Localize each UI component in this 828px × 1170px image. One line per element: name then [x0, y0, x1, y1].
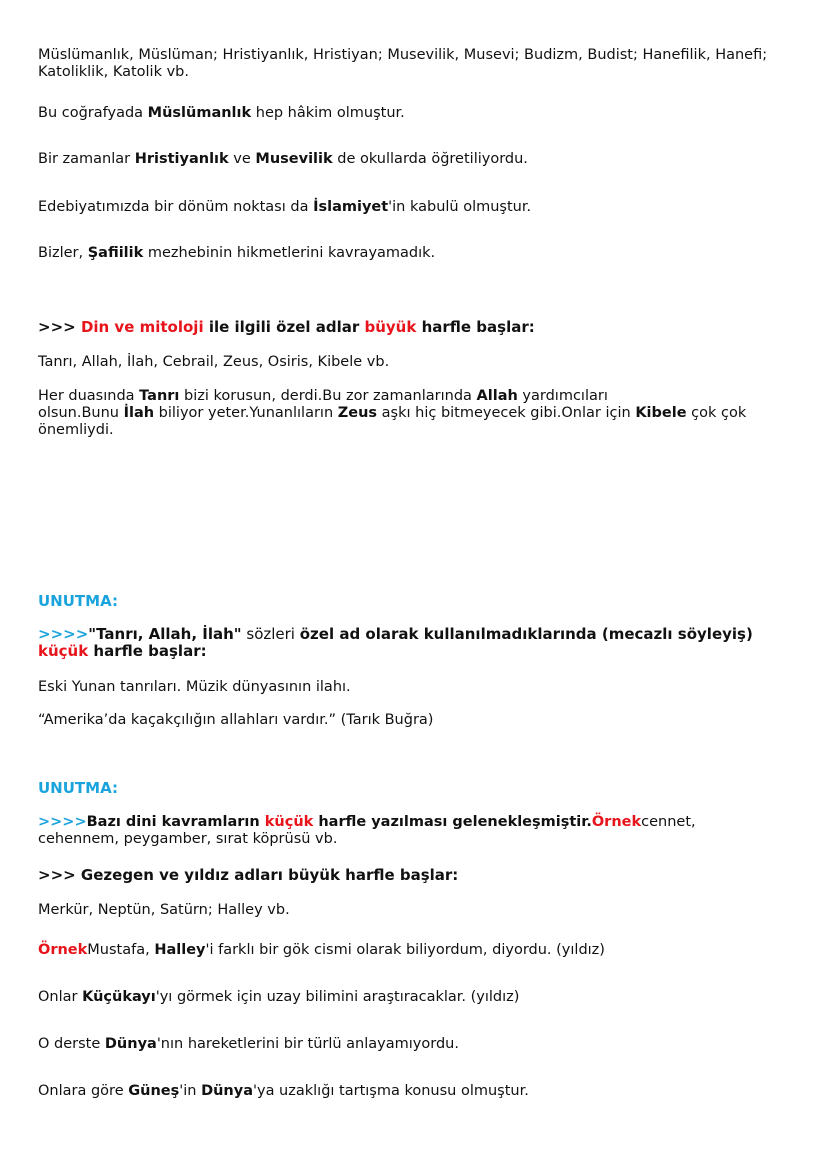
text-run: cehennem, peygamber, sırat köprüsü vb.	[38, 831, 338, 847]
text-run: >>>	[38, 318, 81, 336]
text-run: Tanrı	[139, 388, 180, 404]
text-run: 'in kabulü olmuştur.	[388, 199, 532, 215]
intro-list	[38, 47, 798, 81]
rule-heading-2	[38, 626, 798, 660]
text-run: Tanrı, Allah, İlah, Cebrail, Zeus, Osiris, Kibele vb.	[38, 354, 390, 370]
text-run: UNUTMA:	[38, 779, 118, 797]
text-run: Şafiilik	[87, 245, 144, 261]
example-10	[38, 1083, 798, 1100]
text-run: mezhebinin hikmetlerini kavrayamadık.	[143, 245, 436, 261]
text-run: 'nın hareketlerini bir türlü anlayamıyordu.	[156, 1036, 459, 1052]
example-6	[38, 712, 798, 729]
example-8	[38, 989, 798, 1006]
text-run: Allah	[476, 388, 518, 404]
example-1	[38, 105, 798, 122]
text-run: 'yı görmek için uzay bilimini araştıracaklar. (yıldız)	[155, 989, 520, 1005]
unutma-label-2	[38, 780, 798, 797]
rule-heading-4	[38, 867, 798, 884]
text-run: >>>>	[38, 625, 89, 643]
text-run: cennet,	[641, 814, 696, 830]
unutma-label-1	[38, 593, 798, 610]
paragraph-1	[38, 388, 798, 439]
text-run: çok çok	[686, 405, 747, 421]
text-run: İslamiyet	[313, 199, 389, 215]
text-run: de okullarda öğretiliyordu.	[332, 151, 528, 167]
example-3	[38, 199, 798, 216]
example-5	[38, 679, 798, 696]
text-run: Edebiyatımızda bir dönüm noktası da	[38, 199, 314, 215]
examples-list-1	[38, 354, 798, 371]
text-run: >>> Gezegen ve yıldız adları büyük harfle başlar:	[38, 866, 459, 884]
text-run: ve	[228, 151, 256, 167]
examples-list-2	[38, 902, 798, 919]
text-run: Müslümanlık	[147, 105, 252, 121]
text-run: UNUTMA:	[38, 592, 118, 610]
text-run: 'ya uzaklığı tartışma konusu olmuştur.	[253, 1083, 529, 1099]
text-run: Örnek	[591, 814, 642, 830]
text-run: büyük	[364, 318, 417, 336]
text-run: “Amerika’da kaçakçılığın allahları vardır.” (Tarık Buğra)	[38, 712, 434, 728]
text-run: Halley	[154, 942, 206, 958]
text-run: önemliydi.	[38, 422, 114, 438]
intro-line-2: Katoliklik, Katolik vb.	[38, 64, 189, 80]
text-run: özel ad olarak kullanılmadıklarında (mecazlı söyleyiş)	[299, 625, 753, 643]
text-run: Güneş	[128, 1083, 180, 1099]
text-run: sözleri	[241, 625, 300, 643]
text-run: küçük	[38, 642, 89, 660]
text-run: yardımcıları	[517, 388, 608, 404]
text-run: "Tanrı, Allah, İlah"	[88, 625, 242, 643]
text-run: küçük	[264, 814, 314, 830]
text-run: Din ve mitoloji	[80, 318, 204, 336]
text-run: ile ilgili özel adlar	[203, 318, 365, 336]
text-run: Musevilik	[255, 151, 333, 167]
text-run: Bazı dini kavramların	[86, 814, 265, 830]
text-run: harfle yazılması gelenekleşmiştir.	[313, 814, 592, 830]
text-run: >>>>	[38, 814, 87, 830]
text-run: Onlara göre	[38, 1083, 129, 1099]
text-run: 'in	[179, 1083, 202, 1099]
text-run: aşkı hiç bitmeyecek gibi.Onlar için	[377, 405, 636, 421]
text-run: harfle başlar:	[416, 318, 535, 336]
example-7	[38, 942, 798, 959]
text-run: biliyor yeter.Yunanlıların	[154, 405, 338, 421]
text-run: Bir zamanlar	[38, 151, 135, 167]
text-run: olsun.Bunu	[38, 405, 124, 421]
text-run: Örnek	[38, 942, 88, 958]
text-run: bizi korusun, derdi.Bu zor zamanlarında	[179, 388, 477, 404]
example-9	[38, 1036, 798, 1053]
rule-heading-1	[38, 319, 798, 336]
text-run: Hristiyanlık	[134, 151, 229, 167]
text-run: Merkür, Neptün, Satürn; Halley vb.	[38, 902, 290, 918]
text-run: Eski Yunan tanrıları. Müzik dünyasının ilahı.	[38, 679, 351, 695]
rule-heading-3	[38, 814, 798, 848]
intro-line-1: Müslümanlık, Müslüman; Hristiyanlık, Hristiyan; Musevilik, Musevi; Budizm, Budist; Hanefilik, Hanefi;	[38, 47, 768, 63]
text-run: Zeus	[337, 405, 378, 421]
text-run: Dünya	[201, 1083, 253, 1099]
text-run: Dünya	[104, 1036, 157, 1052]
text-run: Onlar	[38, 989, 83, 1005]
text-run: İlah	[123, 405, 155, 421]
text-run: O derste	[38, 1036, 105, 1052]
text-run: Mustafa,	[87, 942, 155, 958]
text-run: Bizler,	[38, 245, 88, 261]
text-run: Bu coğrafyada	[38, 105, 148, 121]
text-run: hep hâkim olmuştur.	[251, 105, 405, 121]
text-run: Kibele	[635, 405, 687, 421]
text-run: Küçükayı	[82, 989, 156, 1005]
text-run: 'i farklı bir gök cismi olarak biliyordum, diyordu. (yıldız)	[205, 942, 605, 958]
example-2	[38, 151, 798, 168]
text-run: harfle başlar:	[88, 642, 207, 660]
text-run: Her duasında	[38, 388, 140, 404]
example-4	[38, 245, 798, 262]
